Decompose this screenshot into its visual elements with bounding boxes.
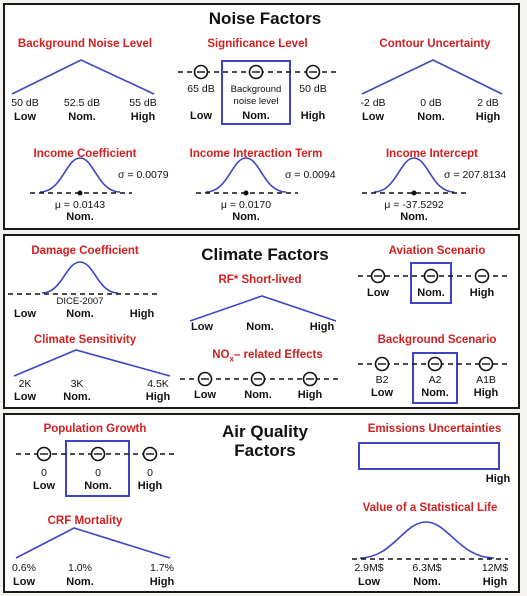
income-intercept-sigma: σ = 207.8134 [444, 169, 507, 181]
population-low-val: 0 [41, 467, 47, 479]
damage-gaussian [42, 262, 118, 293]
sensitivity-triangle [14, 350, 170, 376]
aviation-scenario-label: Aviation Scenario [388, 245, 486, 257]
income-coef-mean-dot [78, 191, 83, 196]
emissions-high: High [485, 473, 511, 485]
rf-nom: Nom. [246, 321, 274, 333]
significance-high-val: 50 dB [299, 83, 327, 95]
background-high-val: A1B [476, 374, 496, 386]
income-coef-sigma: σ = 0.0079 [118, 169, 169, 181]
background-low-val: B2 [375, 374, 389, 386]
sensitivity-high-val: 4.5K [147, 378, 169, 390]
air-quality-title-line1: Air Quality [222, 422, 308, 441]
income-interaction-sigma: σ = 0.0094 [285, 169, 336, 181]
bg-noise-low: Low [14, 111, 36, 123]
vsl-high-val: 12M$ [481, 562, 509, 574]
vsl-nom-val: 6.3M$ [412, 562, 442, 574]
significance-nom-line2: noise level [233, 96, 279, 107]
population-low: Low [33, 480, 55, 492]
contour-label: Contour Uncertainty [379, 38, 491, 50]
vsl-low: Low [358, 576, 380, 588]
significance-high: High [300, 110, 326, 122]
income-interaction-mu: μ = 0.0170 [220, 199, 272, 211]
sensitivity-low: Low [14, 391, 36, 403]
damage-coefficient-label: Damage Coefficient [31, 245, 139, 257]
population-nom-val: 0 [95, 467, 101, 479]
background-high: High [473, 387, 499, 399]
bg-noise-low-val: 50 dB [11, 97, 39, 109]
sensitivity-nom: Nom. [63, 391, 91, 403]
contour-high: High [475, 111, 501, 123]
aviation-high: High [469, 287, 495, 299]
sensitivity-nom-val: 3K [70, 378, 84, 390]
income-interaction-gaussian [206, 158, 286, 192]
contour-nom-val: 0 dB [420, 97, 442, 109]
income-coefficient-label: Income Coefficient [33, 148, 137, 160]
significance-low-val: 65 dB [187, 83, 215, 95]
income-coef-nom: Nom. [66, 211, 94, 223]
nox-label-post: – related Effects [233, 349, 323, 361]
damage-nom-val: DICE-2007 [56, 296, 104, 307]
bg-noise-high: High [130, 111, 156, 123]
background-low: Low [371, 387, 393, 399]
contour-triangle [362, 60, 502, 94]
climate-factors-title: Climate Factors [201, 245, 329, 264]
crf-mortality-label: CRF Mortality [47, 515, 123, 527]
air-quality-title-line2: Factors [234, 441, 296, 460]
rf-triangle [190, 296, 336, 321]
population-high-val: 0 [147, 467, 153, 479]
income-coef-gaussian [40, 158, 120, 192]
population-growth-label: Population Growth [43, 423, 147, 435]
bg-noise-nom: Nom. [68, 111, 96, 123]
crf-nom: Nom. [66, 576, 94, 588]
background-noise-label: Background Noise Level [17, 38, 153, 50]
significance-nom: Nom. [242, 110, 270, 122]
background-nom: Nom. [421, 387, 449, 399]
significance-label: Significance Level [207, 38, 308, 50]
nox-nom: Nom. [244, 389, 272, 401]
damage-high: High [129, 308, 155, 320]
sensitivity-high: High [145, 391, 171, 403]
income-interaction-nom: Nom. [232, 211, 260, 223]
rf-high: High [309, 321, 335, 333]
sensitivity-low-val: 2K [18, 378, 32, 390]
population-high: High [137, 480, 163, 492]
aviation-low: Low [367, 287, 389, 299]
climate-sensitivity-label: Climate Sensitivity [33, 334, 137, 346]
income-intercept-mean-dot [412, 191, 417, 196]
bg-noise-nom-val: 52.5 dB [63, 97, 101, 109]
bg-noise-high-val: 55 dB [129, 97, 157, 109]
crf-high: High [149, 576, 175, 588]
crf-low-val: 0.6% [12, 562, 36, 574]
vsl-label: Value of a Statistical Life [362, 502, 498, 514]
vsl-gaussian [360, 522, 494, 558]
aviation-nom: Nom. [417, 287, 445, 299]
significance-low: Low [190, 110, 212, 122]
income-interaction-label: Income Interaction Term [189, 148, 323, 160]
vsl-nom: Nom. [413, 576, 441, 588]
contour-low-val: -2 dB [360, 97, 386, 109]
income-intercept-mu: μ = -37.5292 [384, 199, 444, 211]
background-scenario-label: Background Scenario [377, 334, 497, 346]
income-coef-mu: μ = 0.0143 [54, 199, 106, 211]
damage-low: Low [14, 308, 36, 320]
crf-nom-val: 1.0% [68, 562, 92, 574]
population-nom: Nom. [84, 480, 112, 492]
vsl-low-val: 2.9M$ [354, 562, 384, 574]
income-intercept-nom: Nom. [400, 211, 428, 223]
income-intercept-label: Income Intercept [385, 148, 479, 160]
crf-low: Low [13, 576, 35, 588]
nox-label-sub: x [229, 354, 234, 364]
rf-low: Low [191, 321, 213, 333]
bg-noise-triangle [12, 60, 154, 94]
nox-low: Low [194, 389, 216, 401]
emissions-uncertainties-label: Emissions Uncertainties [367, 423, 502, 435]
vsl-high: High [482, 576, 508, 588]
rf-short-lived-label: RF* Short-lived [218, 274, 302, 286]
contour-low: Low [362, 111, 384, 123]
noise-factors-title: Noise Factors [208, 9, 322, 28]
crf-triangle [16, 528, 170, 558]
nox-high: High [297, 389, 323, 401]
contour-high-val: 2 dB [477, 97, 499, 109]
background-nom-val: A2 [428, 374, 442, 386]
significance-nom-line1: Background [230, 84, 282, 95]
income-intercept-gaussian [374, 158, 454, 192]
damage-nom: Nom. [66, 308, 94, 320]
nox-label-pre: NO [212, 349, 230, 361]
contour-nom: Nom. [417, 111, 445, 123]
crf-high-val: 1.7% [150, 562, 174, 574]
income-interaction-mean-dot [244, 191, 249, 196]
